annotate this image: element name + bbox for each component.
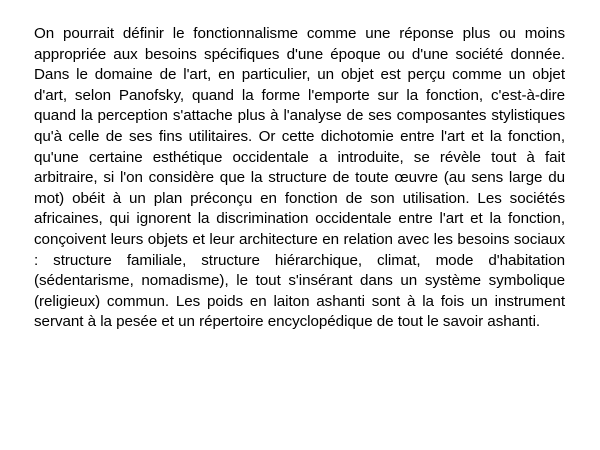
body-paragraph: On pourrait définir le fonctionnalisme comme une réponse plus ou moins appropriée aux besoins spécifiques d'une époque ou d'une société donnée. Dans le domaine de l'art, en particulier, un objet est perçu comme un objet d'art, selon Panofsky, quand la forme l'emporte sur la fonction, c'est-à-dire quand la perception s'attache plus à l'analyse de ses composantes stylistiques qu'à celle de ses fins utilitaires. Or cette dichotomie entre l'art et la fonction, qu'une certaine esthétique occidentale a introduite, se révèle tout à fait arbitraire, si l'on considère que la structure de toute œuvre (au sens large du mot) obéit à un plan préconçu en fonction de son utilisation. Les sociétés africaines, qui ignorent la discrimination occidentale entre l'art et la fonction, conçoivent leurs objets et leur architecture en relation avec les besoins sociaux : structure familiale, structure hiérarchique, climat, mode d'habitation (sédentarisme, nomadisme), le tout s'insérant dans un système symbolique (religieux) commun. Les poids en laiton ashanti sont à la fois un instrument servant à la pesée et un répertoire encyclopédique de tout le savoir ashanti. (34, 25, 565, 331)
